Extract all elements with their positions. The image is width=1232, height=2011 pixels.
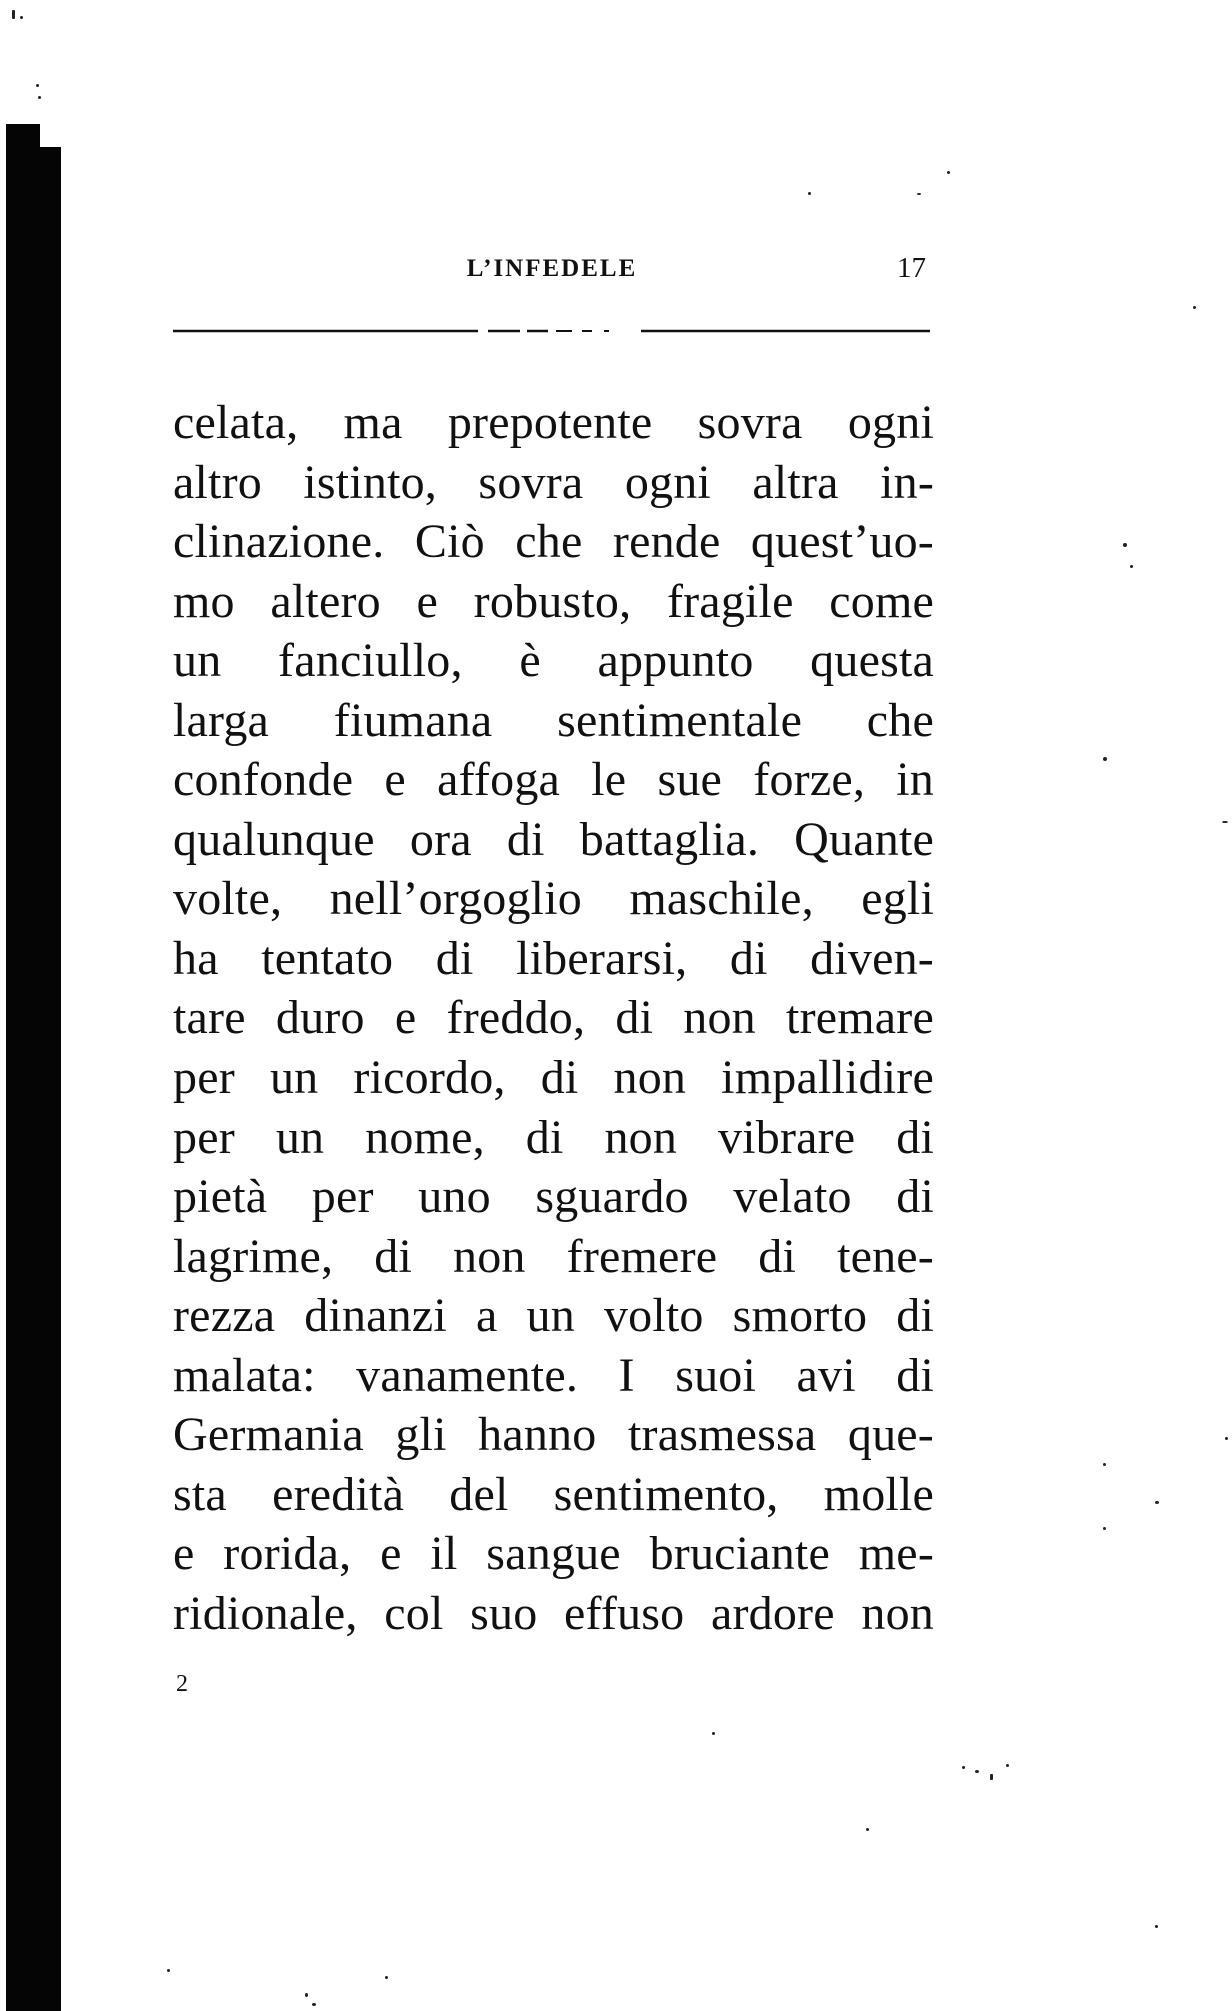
text-line: ridionale, col suo effuso ardore non xyxy=(173,1586,934,1640)
scan-speck xyxy=(975,1770,979,1773)
scan-speck xyxy=(962,1766,965,1769)
scan-speck xyxy=(385,1976,388,1979)
body-text xyxy=(173,393,934,1643)
scan-speck xyxy=(1103,1463,1106,1466)
text-line: celata, ma prepotente sovra ogni xyxy=(173,396,934,449)
scan-speck xyxy=(947,171,950,174)
text-line: un fanciullo, è appunto questa xyxy=(173,634,934,688)
running-title: L’INFEDELE xyxy=(466,255,638,282)
scan-speck xyxy=(167,1969,170,1972)
scan-speck xyxy=(1225,1437,1228,1440)
scan-speck xyxy=(305,1993,308,1997)
text-line: volte, nell’orgoglio maschile, egli xyxy=(173,872,934,926)
scan-speck xyxy=(808,192,811,195)
text-line: clinazione. Ciò che rende quest’uo- xyxy=(173,515,934,569)
header-rule xyxy=(0,326,1232,336)
scan-speck xyxy=(312,2003,316,2006)
scan-speck xyxy=(712,1732,715,1735)
scan-speck xyxy=(917,193,921,195)
text-line: rezza dinanzi a un volto smorto di xyxy=(173,1289,934,1343)
text-line: tare duro e freddo, di non tremare xyxy=(173,991,934,1045)
scan-speck xyxy=(1123,543,1127,547)
text-line: Germania gli hanno trasmessa que- xyxy=(173,1408,934,1462)
text-line: e rorida, e il sangue bruciante me- xyxy=(173,1527,934,1581)
text-line: per un ricordo, di non impallidire xyxy=(173,1051,934,1105)
text-line: per un nome, di non vibrare di xyxy=(173,1110,934,1164)
scan-speck xyxy=(1130,565,1133,568)
text-line: qualunque ora di battaglia. Quante xyxy=(173,812,934,866)
page-number: 17 xyxy=(897,252,926,284)
scan-speck xyxy=(990,1774,993,1780)
scan-speck xyxy=(1155,1925,1158,1928)
text-line: malata: vanamente. I suoi avi di xyxy=(173,1348,934,1402)
scan-speck xyxy=(1193,306,1196,309)
scan-speck xyxy=(1222,821,1228,823)
text-line: larga fiumana sentimentale che xyxy=(173,693,934,747)
binding-shadow xyxy=(6,147,61,2011)
text-line: altro istinto, sovra ogni altra in- xyxy=(173,455,934,509)
scan-speck xyxy=(20,16,23,19)
scan-speck xyxy=(1103,1527,1106,1530)
text-line: pietà per uno sguardo velato di xyxy=(173,1170,934,1224)
scan-speck xyxy=(1155,1501,1159,1504)
text-line: mo altero e robusto, fragile come xyxy=(173,574,934,628)
scan-speck xyxy=(1103,757,1107,761)
text-line: confonde e affoga le sue forze, in xyxy=(173,753,934,807)
signature-mark: 2 xyxy=(176,1671,188,1697)
scan-speck xyxy=(12,10,15,19)
scan-speck xyxy=(38,96,41,99)
text-line: sta eredità del sentimento, molle xyxy=(173,1467,934,1521)
text-line: lagrime, di non fremere di tene- xyxy=(173,1229,934,1283)
text-line: ha tentato di liberarsi, di diven- xyxy=(173,931,934,985)
scan-speck xyxy=(36,84,39,87)
scan-speck xyxy=(1006,1764,1009,1767)
scan-speck xyxy=(866,1828,869,1831)
